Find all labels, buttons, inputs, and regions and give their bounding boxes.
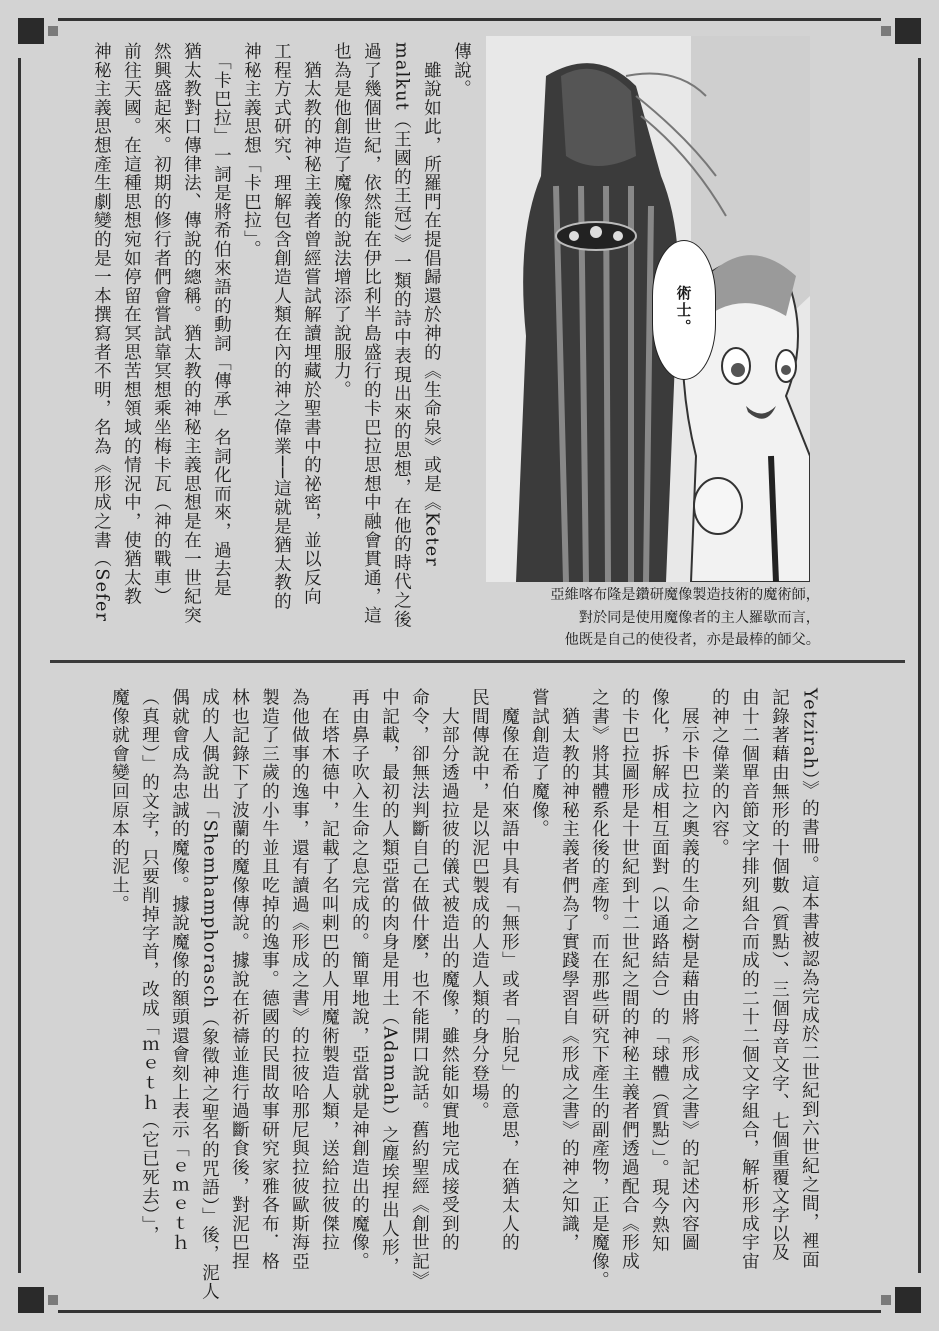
text-column: 工程方式研究、理解包含創造人類在內的神之偉業──這就是猶太教的 [271,42,292,611]
text-column: 成的人偶說出「Shemhamphorasch（象徵神之聖名的咒語）」後，泥人 [199,688,220,1301]
text-column: 像化，拆解成相互面對（以通路結合）的「球體（質點）」。現今熟知 [649,688,670,1254]
text-column: 偶就會成為忠誠的魔像。據說魔像的額頭還會刻上表示「ｅｍｅｔｈ [169,688,190,1252]
text-column: 然興盛起來。初期的修行者們會嘗試靠冥想乘坐梅卡瓦（神的戰車） [151,42,172,606]
text-column: 魔像在希伯來語中具有「無形」或者「胎兒」的意思，在猶太人的 [499,688,520,1252]
text-column: 魔像就會變回原本的泥土。 [109,688,130,914]
corner-ornament-bl-small [48,1295,58,1305]
text-column: （真理）」的文字，只要削掉字首，改成「ｍｅｔｈ（它已死去）」， [139,688,160,1245]
text-column: 雖說如此，所羅門在提倡歸還於神的《生命泉》或是《Keter [421,42,442,567]
corner-ornament-bl [18,1287,44,1313]
text-column: 前往天國。在這種思想宛如停留在冥思苦想領域的情況中，使猶太教 [121,42,142,606]
text-column: 再由鼻子吹入生命之息完成的。簡單地說，亞當就是神創造出的魔像。 [349,688,370,1271]
text-column: 傳說。 [451,42,472,99]
text-column: Yetzirah）》的書冊。這本書被認為完成於二世紀到六世紀之間，裡面 [799,688,820,1270]
text-column: 的卡巴拉圖形是十世紀到十二世紀之間的神秘主義者們透過配合《形成 [619,688,640,1271]
text-column: 過了幾個世紀，依然能在伊比利半島盛行的卡巴拉思想中融會貫通，這 [361,42,382,625]
frame-right-line [918,58,921,1273]
text-column: 也為是他創造了魔像的說法增添了說服力。 [331,42,352,400]
frame-bottom-line [58,1310,881,1313]
text-column: 之書》將其體系化後的產物。而在那些研究下產生的副產物，正是魔像。 [589,688,610,1290]
text-column: 命令，卻無法判斷自己在做什麼，也不能開口說話。舊約聖經《創世記》 [409,688,430,1290]
text-column: 製造了三歲的小牛並且吃掉的逸事。德國的民間故事研究家雅各布．格 [259,688,280,1271]
caption-line: 他既是自己的使役者，亦是最棒的師父。 [564,632,820,648]
corner-ornament-br-small [881,1295,891,1305]
text-column: 為他做事的逸事，還有讀過《形成之書》的拉彼哈那尼與拉彼歐斯海亞 [289,688,310,1271]
illustration-drawing [486,36,810,582]
text-column: 民間傳說中，是以泥巴製成的人造人類的身分登場。 [469,688,490,1121]
corner-ornament-tr [895,18,921,44]
speech-bubble [652,240,716,380]
text-column: 由十二個單音節文字排列組合而成的二十二個文字組合，解析形成宇宙 [739,688,760,1271]
text-column: 的神之偉業的內容。 [709,688,730,858]
caption-line: 對於同是使用魔像者的主人羅歇而言， [578,609,820,626]
text-column: malkut（王國的王冠）》一類的詩中表現出來的思想，在他的時代之後 [391,42,412,629]
speech-bubble-text: 術士。 [674,284,693,336]
text-column: 嘗試創造了魔像。 [529,688,550,839]
text-column: 神秘主義思想產生劇變的是一本撰寫者不明，名為《形成之書（Sefer [91,42,112,623]
frame-left-line [18,58,21,1273]
corner-ornament-tl-small [48,26,58,36]
text-column: 猶太教的神秘主義者曾經嘗試解讀埋藏於聖書中的祕密，並以反向 [301,42,322,606]
illustration-caption [470,584,820,652]
text-column: 神秘主義思想「卡巴拉」。 [241,42,262,259]
corner-ornament-tr-small [881,26,891,36]
text-column: 大部分透過拉彼的儀式被造出的魔像，雖然能如實地完成接受到的 [439,688,460,1252]
text-column: 猶太教的神秘主義者們為了實踐學習自《形成之書》的神之知識， [559,688,580,1252]
text-column: 中記載，最初的人類亞當的肉身是用土（Adamah）之塵埃捏出人形， [379,688,400,1276]
text-column: 猶太教對口傳律法、傳說的總稱。猶太教的神秘主義思想是在一世紀突 [181,42,202,625]
text-column: 記錄著藉由無形的十個數（質點）、三個母音文字、七個重覆文字以及 [769,688,790,1262]
frame-top-line [58,18,881,21]
text-column: 展示卡巴拉之奧義的生命之樹是藉由將《形成之書》的記述內容圖 [679,688,700,1252]
manga-illustration [486,36,810,582]
section-divider [50,660,905,663]
text-column: 在塔木德中，記載了名叫剌巴的人用魔術製造人類，送給拉彼傑拉 [319,688,340,1252]
text-column: 「卡巴拉」一詞是將希伯來語的動詞「傳承」名詞化而來，過去是 [211,42,232,598]
corner-ornament-tl [18,18,44,44]
caption-line: 亞維喀布隆是鑽研魔像製造技術的魔術師， [550,587,820,603]
corner-ornament-br [895,1287,921,1313]
text-column: 林也記錄下了波蘭的魔像傳說。據說在祈禱並進行過斷食後，對泥巴捏 [229,688,250,1271]
